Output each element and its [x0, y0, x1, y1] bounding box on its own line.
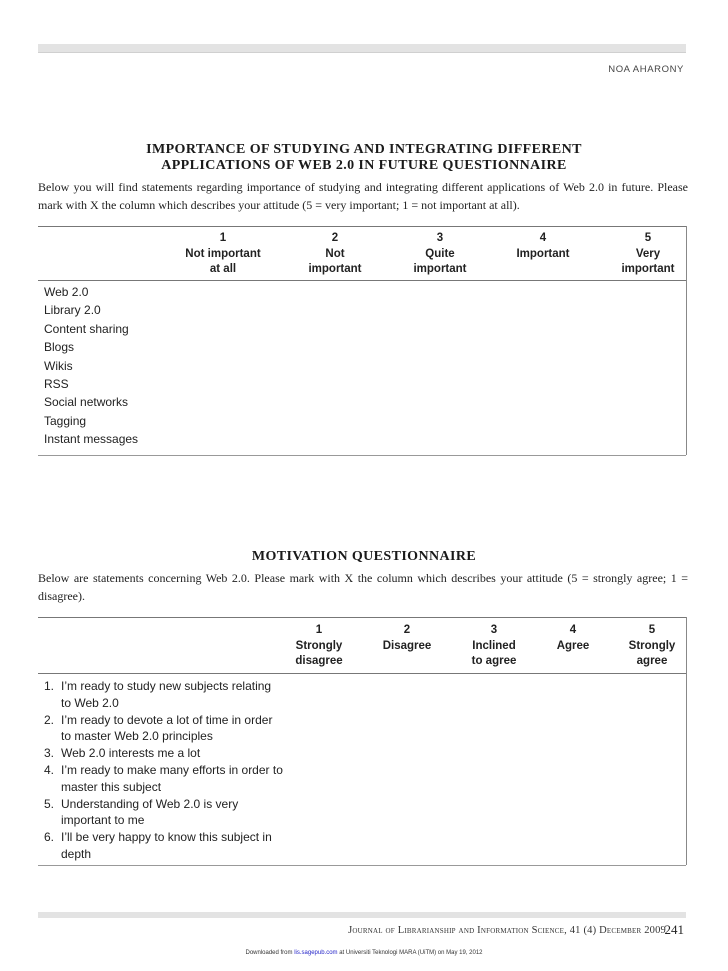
- importance-col-2-label-a: Not: [325, 247, 345, 260]
- motivation-intro: Below are statements concerning Web 2.0. Please mark with X the column which describes your attitude (5 = strongly agree; 1 = disagree).: [38, 571, 688, 603]
- importance-table-top-rule: [38, 226, 686, 227]
- importance-intro: Below you will find statements regarding importance of studying and integrating different applications of Web 2.0 in future. Please mark with X the column which describes your attitude (5 = very important; 1 = not important at all).: [38, 180, 688, 212]
- item-number: 6.: [44, 830, 55, 844]
- list-item: Content sharing: [44, 321, 129, 336]
- footer-journal-citation: Journal of Librarianship and Information Science, 41 (4) December 2009: [348, 925, 666, 936]
- motivation-col-5-label-b: agree: [636, 655, 668, 667]
- motivation-col-5-label-a: Strongly: [628, 639, 676, 652]
- list-item: Social networks: [44, 395, 129, 410]
- importance-col-4: [500, 231, 586, 262]
- list-item: [44, 762, 284, 795]
- header-rule-line: [38, 52, 686, 53]
- motivation-header-bottom-rule: [38, 673, 686, 674]
- list-item: RSS: [44, 376, 69, 391]
- importance-col-2-num: 2: [331, 232, 339, 244]
- importance-col-5-label-a: Very: [635, 247, 661, 260]
- item-text: I’ll be very happy to know this subject in depth: [61, 830, 272, 861]
- importance-col-1-label-b: at all: [209, 263, 237, 275]
- item-text: Understanding of Web 2.0 is very important to me: [61, 796, 239, 827]
- importance-col-5: [612, 231, 684, 278]
- motivation-col-2-label-a: Disagree: [382, 639, 432, 652]
- importance-col-1-num: 1: [219, 232, 227, 244]
- item-number: 2.: [44, 712, 55, 727]
- importance-title-line2: APPLICATIONS OF WEB 2.0 IN FUTURE QUESTIONNAIRE: [161, 158, 567, 173]
- list-item: Instant messages: [44, 432, 139, 447]
- download-source-link[interactable]: lis.sagepub.com: [294, 950, 338, 956]
- motivation-col-1-label-a: Strongly: [295, 639, 343, 652]
- motivation-col-3-label-a: Inclined: [472, 639, 516, 652]
- importance-col-3-label-b: important: [413, 263, 467, 275]
- item-number: 1.: [44, 679, 55, 693]
- download-notice-prefix: Downloaded from: [245, 950, 295, 956]
- motivation-col-5: [616, 623, 688, 670]
- download-notice-suffix: at Universiti Teknologi MARA (UiTM) on May 19, 2012: [337, 950, 483, 956]
- list-item: Library 2.0: [44, 303, 101, 318]
- motivation-col-1: [276, 623, 362, 670]
- motivation-table-top-rule: [38, 617, 686, 618]
- motivation-col-5-num: 5: [648, 624, 656, 636]
- list-item: Web 2.0: [44, 285, 89, 299]
- page-number: 241: [664, 922, 684, 937]
- list-item: Tagging: [44, 413, 87, 428]
- importance-table-right-border: [686, 226, 687, 455]
- item-number: 5.: [44, 796, 55, 811]
- importance-col-2: [290, 231, 380, 278]
- importance-col-4-num: 4: [539, 232, 547, 244]
- importance-col-2-label-b: important: [308, 263, 362, 275]
- importance-title-line1: IMPORTANCE OF STUDYING AND INTEGRATING DIFFERENT: [146, 142, 582, 157]
- importance-header-bottom-rule: [38, 280, 686, 281]
- motivation-table-bottom-rule: [38, 865, 686, 866]
- motivation-col-4-num: 4: [569, 624, 577, 636]
- header-rule: [38, 44, 686, 52]
- list-item: [44, 796, 284, 829]
- footer-rule: [38, 912, 686, 918]
- motivation-col-3: [452, 623, 536, 670]
- item-number: 4.: [44, 763, 55, 777]
- motivation-col-2: [365, 623, 449, 654]
- motivation-col-1-label-b: disagree: [295, 655, 343, 667]
- importance-table-bottom-rule: [38, 455, 686, 456]
- motivation-col-2-num: 2: [403, 624, 411, 636]
- item-text: I’m ready to make many efforts in order to master this subject: [61, 763, 283, 794]
- motivation-col-1-num: 1: [315, 624, 323, 636]
- importance-col-5-label-b: important: [621, 263, 675, 275]
- list-item: Wikis: [44, 358, 73, 373]
- list-item: [44, 745, 284, 762]
- running-header-author: NOA AHARONY: [608, 64, 684, 75]
- importance-col-3-num: 3: [436, 232, 444, 244]
- motivation-col-4: [538, 623, 608, 654]
- motivation-item-list: [44, 678, 284, 863]
- list-item: [44, 678, 284, 711]
- list-item: [44, 829, 284, 862]
- importance-col-4-label-a: Important: [516, 247, 570, 260]
- download-notice: [0, 950, 728, 956]
- item-number: 3.: [44, 746, 55, 760]
- importance-col-3: [396, 231, 484, 278]
- motivation-col-4-label-a: Agree: [556, 639, 590, 652]
- importance-col-1-label-a: Not important: [185, 247, 261, 260]
- item-text: I’m ready to study new subjects relating to Web 2.0: [61, 679, 272, 710]
- item-text: I’m ready to devote a lot of time in order to master Web 2.0 principles: [61, 712, 273, 743]
- motivation-col-3-num: 3: [490, 624, 498, 636]
- list-item: [44, 712, 284, 745]
- item-text: Web 2.0 interests me a lot: [61, 746, 201, 760]
- list-item: Blogs: [44, 340, 75, 355]
- importance-col-5-num: 5: [644, 232, 652, 244]
- importance-col-1: [170, 231, 276, 278]
- motivation-title: MOTIVATION QUESTIONNAIRE: [251, 549, 477, 564]
- importance-col-3-label-a: Quite: [425, 247, 455, 260]
- importance-item-list: [44, 283, 138, 449]
- motivation-col-3-label-b: to agree: [471, 655, 517, 667]
